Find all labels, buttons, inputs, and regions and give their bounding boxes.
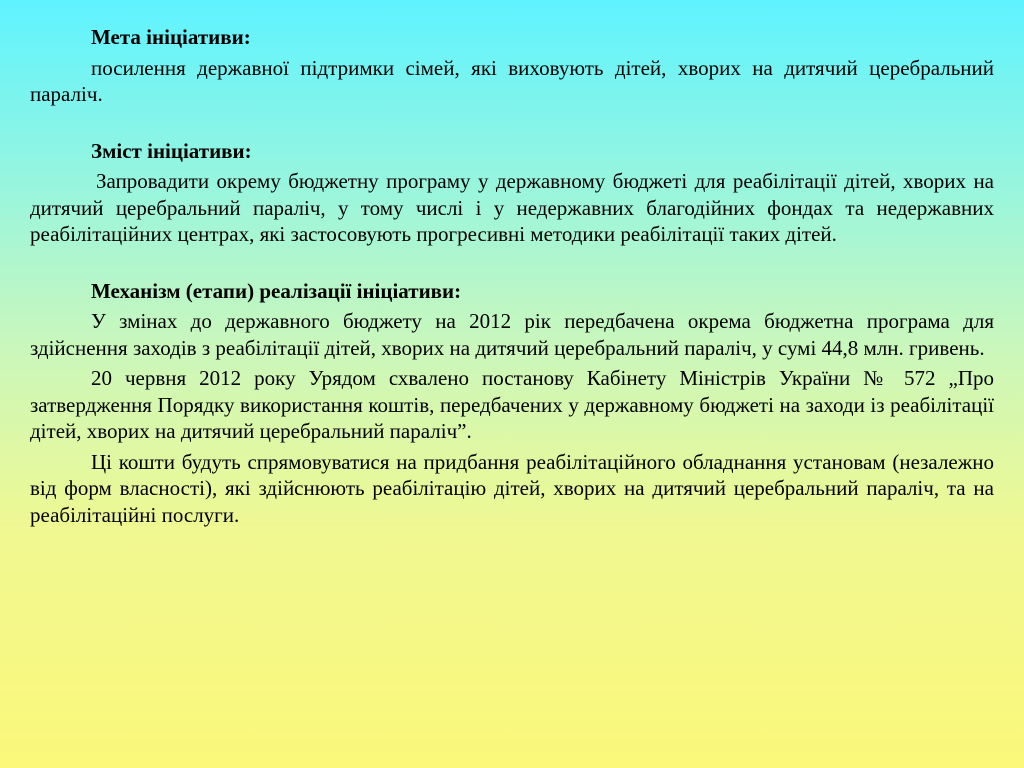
goal-text: посилення державної підтримки сімей, які виховують дітей, хворих на дитячий церебральний параліч. bbox=[30, 55, 994, 106]
content-heading: Зміст ініціативи: bbox=[91, 138, 252, 163]
mechanism-paragraph-1: У змінах до державного бюджету на 2012 рік передбачена окрема бюджетна програма для здійснення заходів з реабілітації дітей, хворих на дитячий церебральний параліч, у сумі 44,8 млн. гривень. bbox=[30, 309, 994, 360]
content-text: Запровадити окрему бюджетну програму у державному бюджеті для реабілітації дітей, хворих на дитячий церебральний параліч, у тому числі і у недержавних благодійних фондах та недержавних реабілітаційних центрах, які застосовують прогресивні методики реабілітації таких дітей. bbox=[30, 169, 994, 246]
mechanism-paragraph-3: Ці кошти будуть спрямовуватися на придбання реабілітаційного обладнання установам (незалежно від форм власності), які здійснюють реабілітацію дітей, хворих на дитячий церебральний параліч, та на реабілітаційні послуги. bbox=[30, 449, 994, 527]
slide-body bbox=[30, 24, 994, 528]
mechanism-paragraph-2: 20 червня 2012 року Урядом схвалено постанову Кабінету Міністрів України № 572 „Про затвердження Порядку використання коштів, передбачених у державному бюджеті на заходи із реабілітації дітей, хворих на дитячий церебральний параліч”. bbox=[30, 366, 994, 443]
goal-heading: Мета ініціативи: bbox=[91, 25, 251, 49]
mechanism-heading: Механізм (етапи) реалізації ініціативи: bbox=[91, 278, 462, 303]
